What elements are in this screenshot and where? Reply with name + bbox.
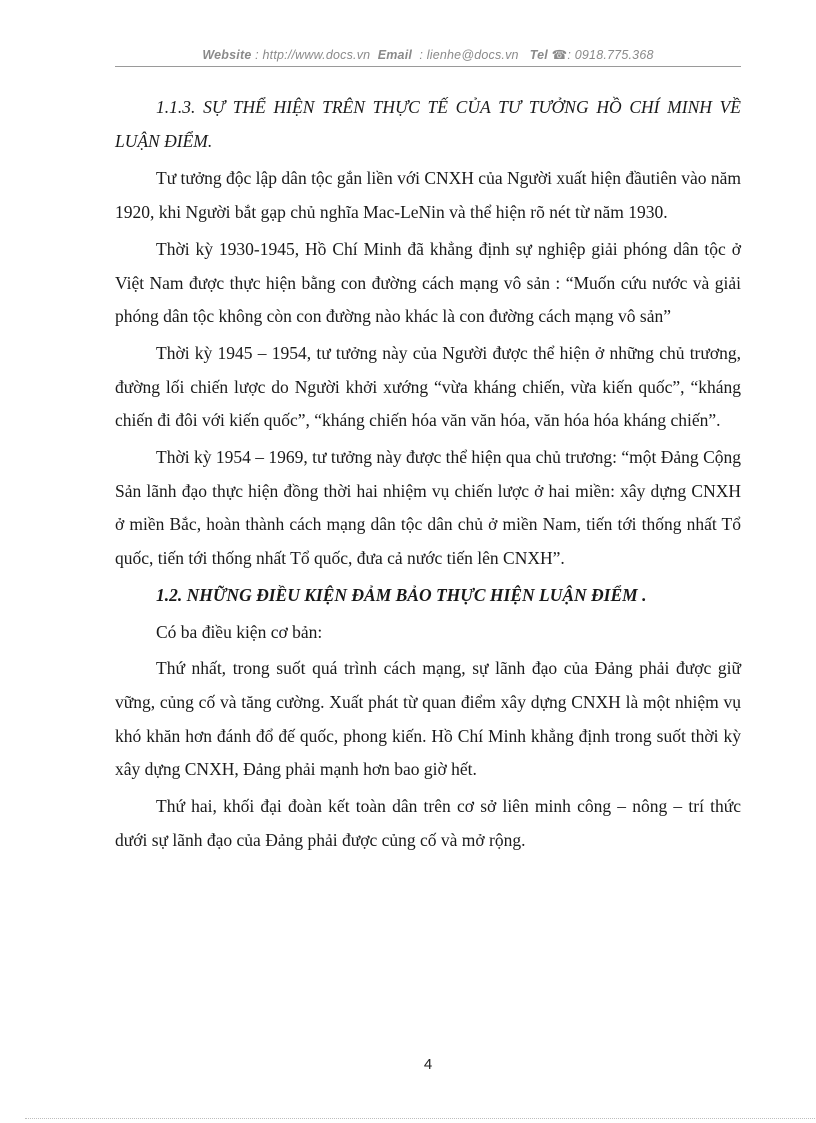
website-value: : http://www.docs.vn — [255, 48, 371, 62]
tel-value: : 0918.775.368 — [567, 48, 654, 62]
paragraph: Có ba điều kiện cơ bản: — [156, 621, 323, 642]
header-divider — [115, 66, 741, 67]
paragraph: Thứ nhất, trong suốt quá trình cách mạng, sự lãnh đạo của Đảng phải được giữ vững, củng cố và tăng cường. Xuất phát từ quan điểm xây dựng CNXH là một nhiệm vụ khó khăn hơn đánh đổ đế quốc, phong kiến. Hồ Chí Minh khẳng định trong suốt thời kỳ xây dựng CNXH, Đảng phải mạnh hơn bao giờ hết. — [115, 658, 741, 780]
paragraph: Thời kỳ 1930-1945, Hồ Chí Minh đã khẳng định sự nghiệp giải phóng dân tộc ở Việt Nam được thực hiện bằng con đường cách mạng vô sản : “Muốn cứu nước và giải phóng dân tộc không còn con đường nào khác là con đường cách mạng vô sản” — [115, 238, 741, 327]
paragraph: Thời kỳ 1945 – 1954, tư tưởng này của Người được thể hiện ở những chủ trương, đường lối chiến lược do Người khởi xướng “vừa kháng chiến, vừa kiến quốc”, “kháng chiến đi đôi với kiến quốc”, “kháng chiến hóa văn văn hóa, văn hóa hóa kháng chiến”. — [115, 342, 741, 431]
paragraph: Tư tưởng độc lập dân tộc gắn liền với CNXH của Người xuất hiện đầutiên vào năm 1920, khi Người bắt gạp chủ nghĩa Mac-LeNin và thể hiện rõ nét từ năm 1930. — [115, 168, 741, 223]
email-value: : lienhe@docs.vn — [419, 48, 519, 62]
email-label: Email — [377, 48, 413, 62]
page-number: 4 — [423, 1056, 433, 1073]
section-heading-1-1-3: 1.1.3. SỰ THỂ HIỆN TRÊN THỰC TẾ CỦA TƯ TƯỞNG HỒ CHÍ MINH VỀ LUẬN ĐIỂM. — [115, 97, 741, 151]
website-label: Website — [202, 48, 252, 62]
tel-label: Tel — [529, 48, 548, 62]
footer-divider — [25, 1118, 815, 1119]
paragraph: Thời kỳ 1954 – 1969, tư tưởng này được thể hiện qua chủ trương: “một Đảng Cộng Sản lãnh đạo thực hiện đồng thời hai nhiệm vụ chiến lược ở hai miền: xây dựng CNXH ở miền Bắc, hoàn thành cách mạng dân tộc dân chủ ở miền Nam, tiến tới thống nhất Tổ quốc, tiến tới thống nhất Tổ quốc, đưa cả nước tiến lên CNXH”. — [115, 447, 741, 569]
section-heading-1-2: 1.2. NHỮNG ĐIỀU KIỆN ĐẢM BẢO THỰC HIỆN LUẬN ĐIỂM . — [156, 584, 647, 605]
phone-icon: ☎ — [551, 48, 568, 62]
page-header — [115, 47, 741, 62]
paragraph: Thứ hai, khối đại đoàn kết toàn dân trên cơ sở liên minh công – nông – trí thức dưới sự lãnh đạo của Đảng phải được củng cố và mở rộng. — [115, 796, 741, 850]
document-body — [115, 91, 741, 860]
